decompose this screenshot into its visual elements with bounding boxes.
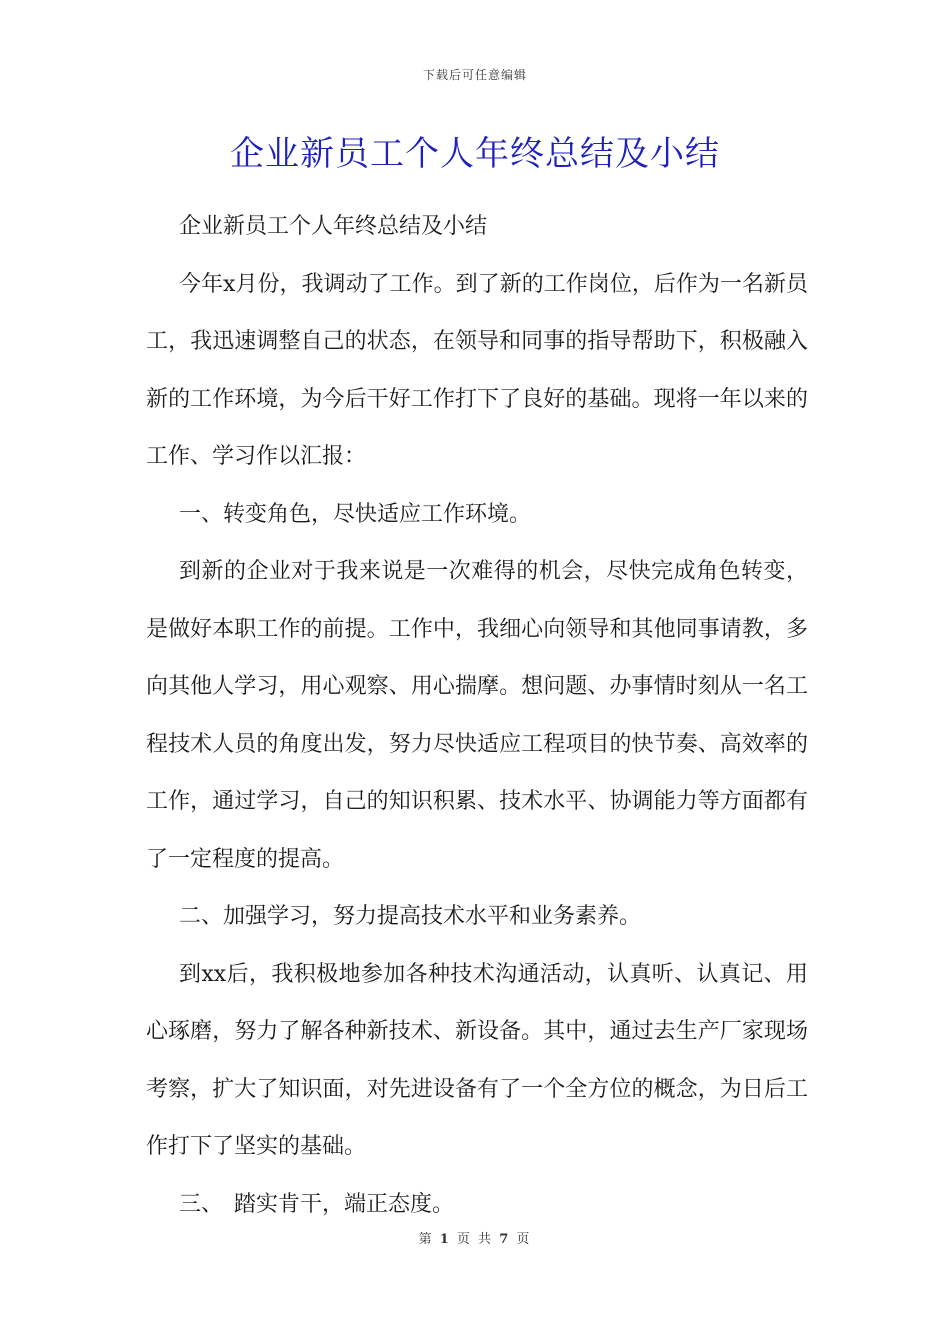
section-heading-3: 三、 踏实肯干，端正态度。	[179, 1191, 455, 1217]
document-title: 企业新员工个人年终总结及小结	[230, 134, 720, 174]
section-heading-1: 一、转变角色，尽快适应工作环境。	[179, 501, 532, 527]
section-heading-2: 二、加强学习，努力提高技术水平和业务素养。	[179, 904, 642, 929]
footer-middle: 页 共	[456, 1232, 494, 1247]
footer-suffix: 页	[516, 1232, 532, 1247]
footer-total-pages: 7	[499, 1232, 511, 1247]
page-footer	[0, 1228, 950, 1247]
paragraph-section-1: 到新的企业对于我来说是一次难得的机会，尽快完成角色转变，是做好本职工作的前提。工作中，我细心向领导和其他同事请教，多向其他人学习，用心观察、用心揣摩。想问题、办事情时刻从一名工程技术人员的角度出发，努力尽快适应工程项目的快节奏、高效率的工作，通过学习，自己的知识积累、技术水平、协调能力等方面都有了一定程度的提高。	[146, 559, 808, 872]
footer-page-number: 1	[439, 1232, 451, 1247]
paragraph-subtitle: 企业新员工个人年终总结及小结	[179, 214, 488, 239]
paragraph-section-2: 到xx后，我积极地参加各种技术沟通活动，认真听、认真记、用心琢磨，努力了解各种新技术、新设备。其中，通过去生产厂家现场考察，扩大了知识面，对先进设备有了一个全方位的概念，为日后工作打下了坚实的基础。	[146, 961, 808, 1159]
paragraph-intro: 今年x月份，我调动了工作。到了新的工作岗位，后作为一名新员工，我迅速调整自己的状态，在领导和同事的指导帮助下，积极融入新的工作环境，为今后干好工作打下了良好的基础。现将一年以来的工作、学习作以汇报：	[146, 271, 808, 469]
document-body	[146, 198, 808, 1233]
footer-prefix: 第	[418, 1232, 434, 1247]
header-note: 下载后可任意编辑	[422, 68, 527, 82]
